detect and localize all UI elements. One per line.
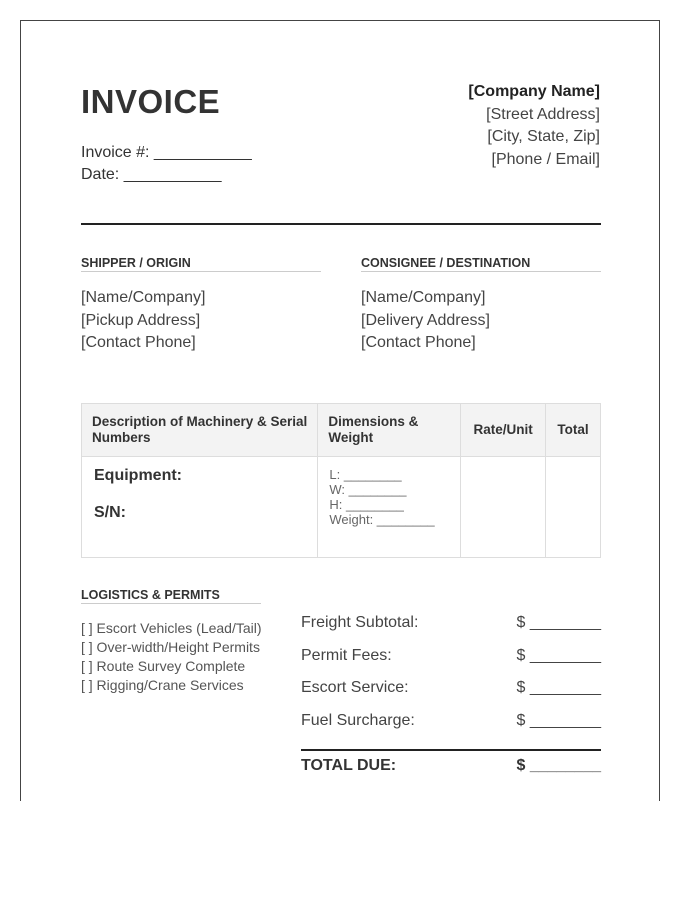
width-field: W: ________ bbox=[329, 482, 407, 497]
company-block bbox=[468, 81, 600, 171]
header-divider bbox=[81, 223, 601, 225]
totals-amount: $ ________ bbox=[516, 711, 601, 729]
table-row bbox=[82, 457, 601, 558]
header-rate: Rate/Unit bbox=[461, 404, 546, 457]
totals-amount: $ ________ bbox=[516, 646, 601, 664]
total-divider bbox=[301, 749, 601, 751]
shipper-section bbox=[81, 256, 321, 355]
consignee-address-block bbox=[361, 287, 601, 355]
consignee-section bbox=[361, 256, 601, 355]
consignee-address: [Delivery Address] bbox=[361, 311, 490, 329]
shipper-phone: [Contact Phone] bbox=[81, 334, 196, 351]
consignee-phone: [Contact Phone] bbox=[361, 334, 476, 351]
company-street: [Street Address] bbox=[486, 105, 600, 123]
invoice-page bbox=[20, 20, 660, 801]
checklist-item: [ ] Rigging/Crane Services bbox=[81, 677, 244, 693]
shipper-address: [Pickup Address] bbox=[81, 311, 201, 329]
shipper-address-block bbox=[81, 287, 321, 355]
totals-block bbox=[301, 611, 601, 787]
total-due-label: TOTAL DUE: bbox=[301, 757, 397, 774]
header-dimensions: Dimensions & Weight bbox=[318, 404, 461, 457]
consignee-heading: CONSIGNEE / DESTINATION bbox=[361, 256, 601, 272]
totals-row bbox=[301, 644, 601, 677]
company-name: [Company Name] bbox=[468, 83, 600, 100]
totals-label: Freight Subtotal: bbox=[301, 614, 419, 631]
total-cell bbox=[546, 457, 601, 558]
height-field: H: ________ bbox=[329, 497, 404, 512]
totals-label: Escort Service: bbox=[301, 679, 409, 696]
weight-field: Weight: ________ bbox=[329, 512, 435, 527]
equipment-label: Equipment: bbox=[94, 467, 182, 484]
checklist-item: [ ] Escort Vehicles (Lead/Tail) bbox=[81, 620, 262, 636]
logistics-heading: LOGISTICS & PERMITS bbox=[81, 588, 261, 604]
total-due-amount: $ ________ bbox=[516, 757, 601, 774]
logistics-checklist bbox=[81, 619, 262, 695]
totals-row bbox=[301, 611, 601, 644]
header-description: Description of Machinery & Serial Numbers bbox=[82, 404, 318, 457]
invoice-date-field: Date: ___________ bbox=[81, 166, 222, 183]
consignee-name: [Name/Company] bbox=[361, 289, 486, 306]
total-due-row bbox=[301, 757, 601, 787]
shipper-name: [Name/Company] bbox=[81, 289, 206, 306]
table-header-row bbox=[82, 404, 601, 457]
checklist-item: [ ] Over-width/Height Permits bbox=[81, 639, 260, 655]
totals-label: Permit Fees: bbox=[301, 646, 392, 664]
company-city: [City, State, Zip] bbox=[487, 128, 600, 145]
dimensions-cell bbox=[318, 457, 461, 558]
totals-amount: $ ________ bbox=[516, 679, 601, 696]
header-total: Total bbox=[546, 404, 601, 457]
invoice-number-field: Invoice #: ___________ bbox=[81, 144, 252, 161]
length-field: L: ________ bbox=[329, 467, 402, 482]
checklist-item: [ ] Route Survey Complete bbox=[81, 658, 246, 674]
rate-cell bbox=[461, 457, 546, 558]
company-contact: [Phone / Email] bbox=[491, 150, 600, 168]
totals-row bbox=[301, 676, 601, 709]
totals-row bbox=[301, 709, 601, 742]
logistics-section bbox=[81, 588, 261, 604]
description-cell bbox=[82, 457, 318, 558]
totals-label: Fuel Surcharge: bbox=[301, 711, 415, 729]
totals-amount: $ ________ bbox=[516, 614, 601, 631]
invoice-title: INVOICE bbox=[81, 83, 221, 120]
items-table bbox=[81, 403, 601, 558]
shipper-heading: SHIPPER / ORIGIN bbox=[81, 256, 321, 272]
serial-label: S/N: bbox=[94, 504, 126, 521]
